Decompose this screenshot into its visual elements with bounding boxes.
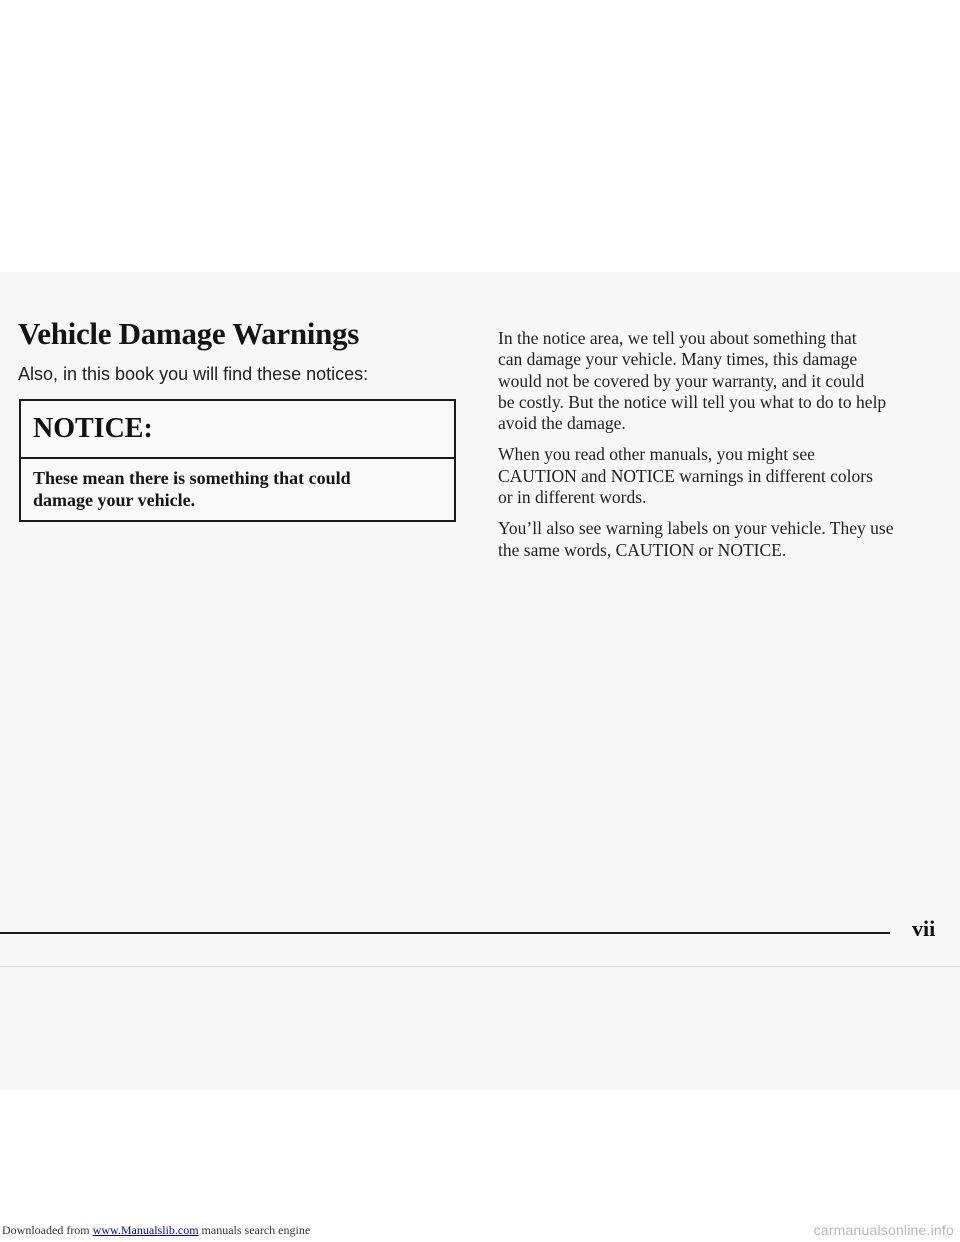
notice-body — [33, 467, 433, 511]
text-line: CAUTION and NOTICE warnings in different colors — [498, 465, 873, 486]
text-line: avoid the damage. — [498, 413, 626, 434]
text-line: In the notice area, we tell you about something that — [498, 328, 857, 348]
text-line: can damage your vehicle. Many times, this damage — [498, 349, 858, 370]
text-line: You’ll also see warning labels on your vehicle. They use — [498, 518, 894, 539]
text-line: or in different words. — [498, 487, 647, 508]
text-line: be costly. But the notice will tell you what to do to help — [498, 391, 887, 412]
section-heading: Vehicle Damage Warnings — [18, 316, 360, 351]
site-watermark: carmanualsonline.info — [813, 1222, 954, 1238]
notice-body-line: These mean there is something that could — [33, 468, 351, 488]
paragraph-warning-labels — [498, 518, 950, 561]
text-line: the same words, CAUTION or NOTICE. — [498, 539, 787, 560]
intro-text: Also, in this book you will find these notices: — [18, 364, 369, 384]
text-line: would not be covered by your warranty, and it could — [498, 370, 865, 391]
paragraph-other-manuals — [498, 444, 950, 508]
text-line: When you read other manuals, you might see — [498, 444, 815, 465]
right-column — [498, 328, 950, 571]
notice-box — [19, 399, 456, 522]
notice-body-line: damage your vehicle. — [33, 490, 196, 510]
faint-divider — [0, 966, 960, 967]
page-number: vii — [912, 916, 936, 941]
notice-divider — [21, 457, 454, 459]
download-prefix: Downloaded from — [2, 1223, 93, 1237]
manualslib-link[interactable]: www.Manualslib.com — [92, 1223, 199, 1237]
download-source-line — [2, 1223, 310, 1238]
paragraph-notice-area — [498, 328, 950, 434]
footer-rule — [0, 932, 890, 934]
download-suffix: manuals search engine — [198, 1223, 311, 1237]
manual-page — [0, 272, 960, 1090]
notice-title: NOTICE: — [33, 413, 153, 444]
